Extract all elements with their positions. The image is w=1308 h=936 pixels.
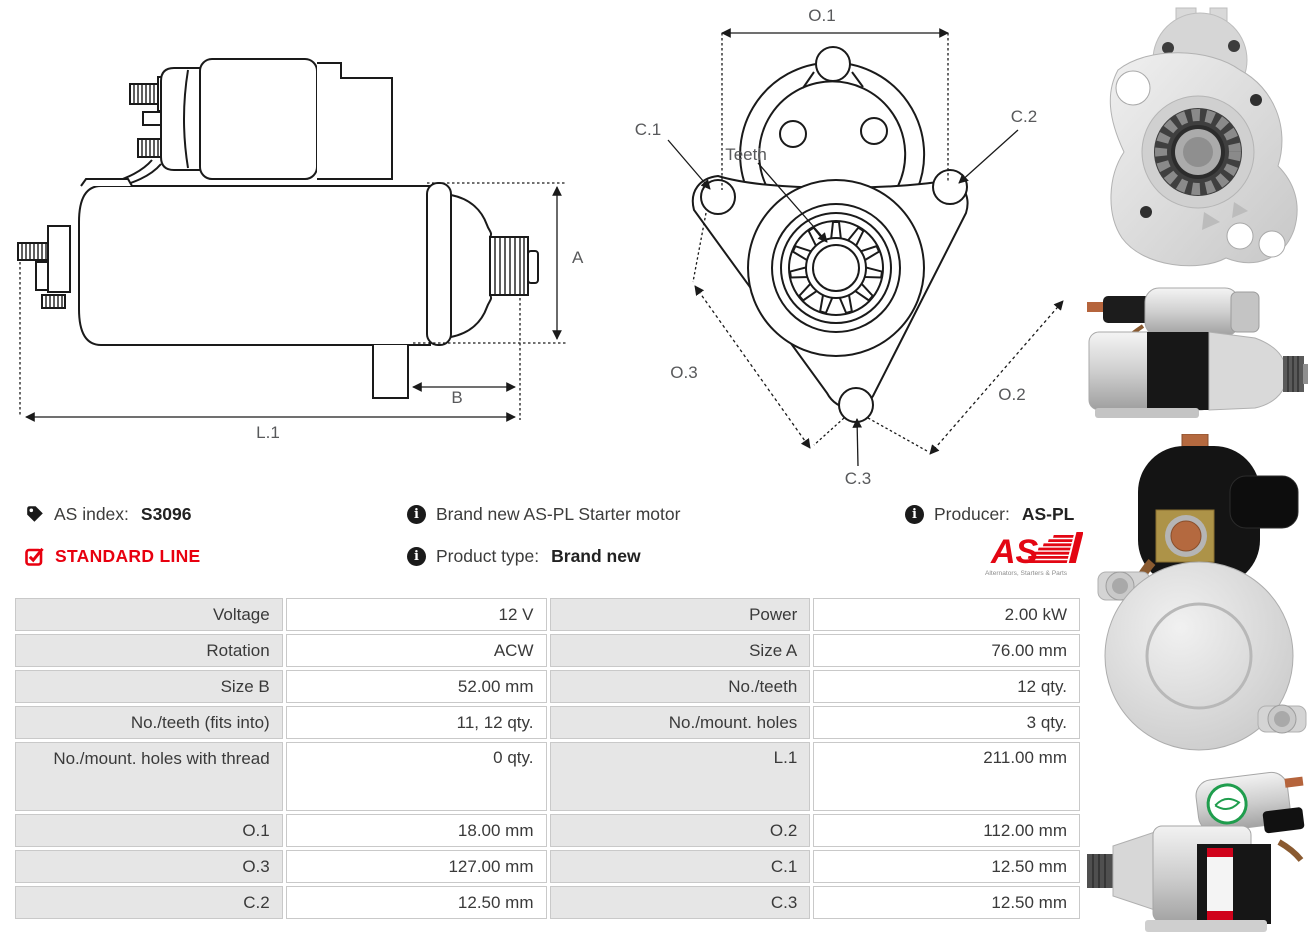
spec-label: L.1 — [550, 742, 811, 811]
spec-value: 11, 12 qty. — [286, 706, 547, 739]
spec-value: ACW — [286, 634, 547, 667]
product-type-line — [407, 545, 680, 567]
spec-value: 12 qty. — [813, 670, 1080, 703]
spec-value: 112.00 mm — [813, 814, 1080, 847]
info-icon: i — [407, 547, 426, 566]
spec-label: Size A — [550, 634, 811, 667]
brand-new-text: Brand new AS-PL Starter motor — [436, 503, 681, 524]
spec-label: No./teeth (fits into) — [15, 706, 283, 739]
mount-plate — [693, 170, 968, 422]
dimension-label-b: B — [451, 388, 463, 407]
side-view-technical-drawing — [0, 0, 600, 470]
spec-table — [15, 598, 1080, 922]
spec-value: 12.50 mm — [286, 886, 547, 919]
as-index-value: S3096 — [140, 503, 192, 524]
dimension-label-c2: C.2 — [1010, 107, 1038, 126]
spec-label: Power — [550, 598, 811, 631]
spec-value: 52.00 mm — [286, 670, 547, 703]
spec-label: Voltage — [15, 598, 283, 631]
spec-row — [15, 814, 1080, 847]
logo-tagline: Alternators, Starters & Parts — [985, 570, 1068, 577]
spec-row — [15, 742, 1080, 811]
spec-label: Rotation — [15, 634, 283, 667]
product-photo-side-view — [1085, 280, 1308, 430]
info-column-product — [407, 503, 680, 567]
spec-row — [15, 850, 1080, 883]
brand-new-line — [407, 503, 680, 525]
spec-label: O.3 — [15, 850, 283, 883]
dimension-label-o2: O.2 — [998, 385, 1026, 404]
spec-value: 76.00 mm — [813, 634, 1080, 667]
spec-value: 12.50 mm — [813, 886, 1080, 919]
producer-line — [905, 503, 1074, 525]
spec-value: 2.00 kW — [813, 598, 1080, 631]
spec-label: No./mount. holes with thread — [15, 742, 283, 811]
dimension-label-c1: C.1 — [634, 120, 662, 139]
spec-row — [15, 886, 1080, 919]
front-view-technical-drawing — [600, 0, 1100, 495]
spec-value: 18.00 mm — [286, 814, 547, 847]
logo-text: AS — [991, 533, 1039, 571]
producer-value: AS-PL — [1021, 503, 1075, 524]
info-column-index — [25, 503, 201, 567]
product-photo-rear-view — [1090, 434, 1308, 754]
spec-value: 3 qty. — [813, 706, 1080, 739]
info-icon: i — [905, 505, 924, 524]
spec-value: 211.00 mm — [813, 742, 1080, 811]
spec-value: 0 qty. — [286, 742, 547, 811]
spec-row — [15, 670, 1080, 703]
info-icon: i — [407, 505, 426, 524]
spec-value: 12 V — [286, 598, 547, 631]
spec-label: O.1 — [15, 814, 283, 847]
dimension-label-o1: O.1 — [808, 6, 836, 25]
spec-label: Size B — [15, 670, 283, 703]
spec-label: C.3 — [550, 886, 811, 919]
standard-line — [25, 545, 201, 567]
spec-row — [15, 598, 1080, 631]
info-column-producer — [905, 503, 1075, 577]
dimension-label-a: A — [572, 248, 584, 267]
starter-motor-side-outline — [18, 59, 538, 398]
product-photo-front-view — [1088, 6, 1306, 272]
dimension-label-o3: O.3 — [670, 363, 698, 382]
dimension-label-c3: C.3 — [844, 469, 872, 488]
as-index-label: AS index: — [54, 503, 129, 524]
spec-value: 127.00 mm — [286, 850, 547, 883]
spec-label: C.2 — [15, 886, 283, 919]
teeth-label: Teeth — [725, 145, 767, 164]
spec-label: O.2 — [550, 814, 811, 847]
product-type-value: Brand new — [551, 545, 641, 566]
standard-line-label: STANDARD LINE — [55, 545, 201, 566]
spec-label: C.1 — [550, 850, 811, 883]
checkbox-checked-icon — [25, 546, 45, 566]
as-pl-logo — [983, 530, 1083, 583]
producer-label: Producer: — [934, 503, 1010, 524]
dimension-label-l1: L.1 — [256, 423, 280, 442]
spec-value: 12.50 mm — [813, 850, 1080, 883]
product-type-label: Product type: — [436, 545, 540, 566]
spec-label: No./mount. holes — [550, 706, 811, 739]
tag-icon — [25, 505, 44, 524]
spec-label: No./teeth — [550, 670, 811, 703]
product-photo-angled-view — [1085, 762, 1308, 934]
spec-row — [15, 634, 1080, 667]
as-index-line — [25, 503, 201, 525]
spec-row — [15, 706, 1080, 739]
